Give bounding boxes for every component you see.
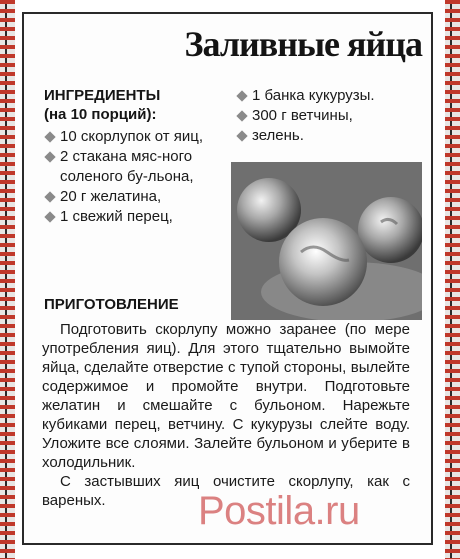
decorative-border-right [445,0,460,559]
ingredient-text: 10 скорлупок от яиц, [60,128,204,145]
ingredient-text: 1 свежий перец, [60,208,173,225]
preparation-paragraph: Подготовить скорлупу можно заранее (по мере употребления яиц). Для этого тщательно вымойте яйца, сделайте отверстие с тупой стороны, вылейте содержимое и промойте внутри. Подготовьте желатин и смешайте с бульоном. Нарежьте кубиками перец, ветчину. С кукурузы слейте воду. Уложите все слоями. Залейте бульоном и уберите в холодильник. [42,321,410,471]
decorative-border-left [0,0,15,559]
ingredients-heading-line2: (на 10 порций): [44,106,157,123]
diamond-bullet-icon [44,131,55,142]
ingredient-item [236,126,426,146]
ingredients-heading-line1: ИНГРЕДИЕНТЫ [44,87,161,104]
recipe-card [22,12,433,545]
ingredient-item [44,127,244,147]
ingredient-item [236,106,426,126]
ingredients-heading [44,86,244,124]
ingredient-text: 20 г желатина, [60,188,162,205]
preparation-text [42,320,410,510]
preparation-paragraph: С застывших яиц очистите скорлупу, как с вареных. [42,473,410,509]
diamond-bullet-icon [236,110,247,121]
ingredient-text: зелень. [252,127,304,144]
diamond-bullet-icon [44,211,55,222]
diamond-bullet-icon [236,130,247,141]
ingredients-list-right [236,86,426,146]
ingredient-text: 300 г ветчины, [252,107,353,124]
ingredient-item [236,86,426,106]
ingredient-text: 1 банка кукурузы. [252,87,375,104]
preparation-heading: ПРИГОТОВЛЕНИЕ [44,296,179,313]
ingredient-item [44,207,244,227]
recipe-title: Заливные яйца [184,24,422,64]
ingredient-item [44,147,244,187]
watermark-logo: Postila.ru [198,489,360,533]
jellied-eggs-photo [231,162,422,320]
ingredient-item [44,187,244,207]
diamond-bullet-icon [44,191,55,202]
ingredients-list-left [44,127,244,227]
diamond-bullet-icon [236,90,247,101]
diamond-bullet-icon [44,151,55,162]
jellied-eggs-illustration [231,162,422,320]
ingredient-text: 2 стакана мяс-ного соленого бу-льона, [60,148,194,185]
